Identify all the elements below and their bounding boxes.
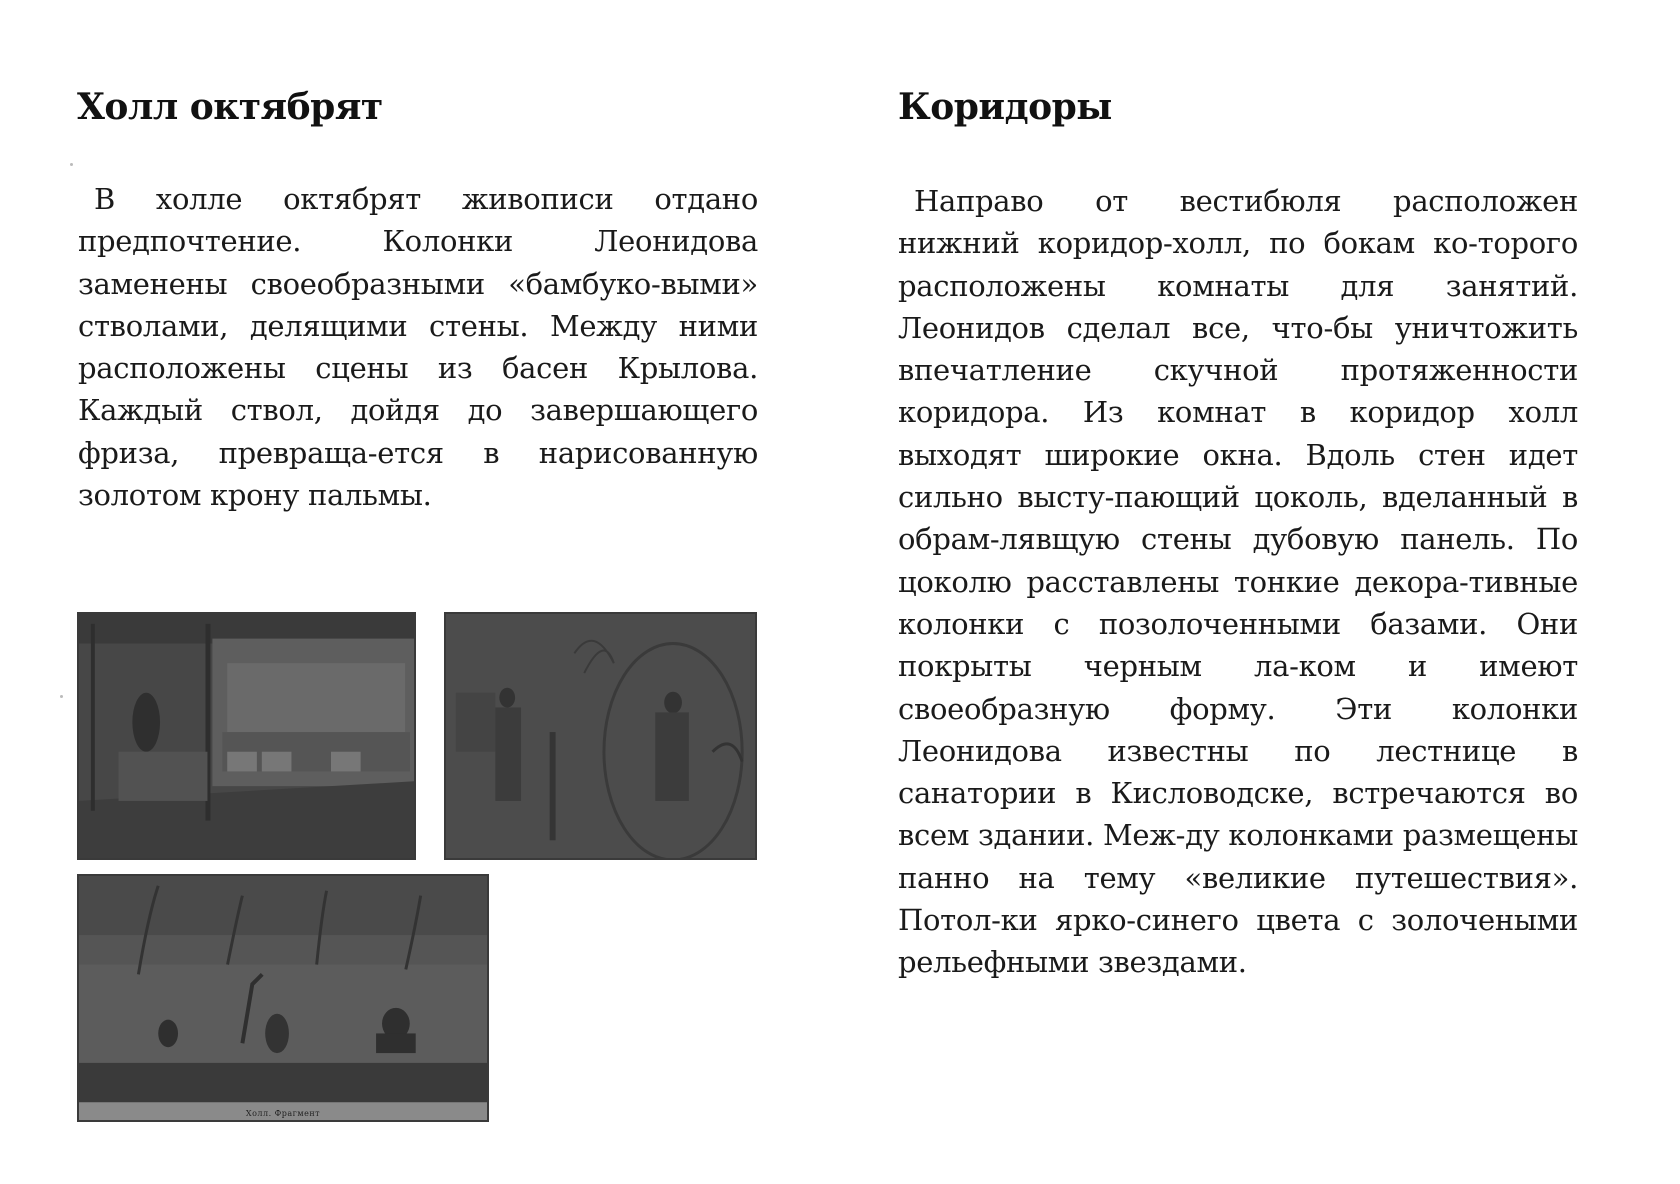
photo-fable-scenes [444, 612, 757, 860]
right-page-heading: Коридоры [898, 86, 1112, 128]
photo-hall-interior-image [79, 614, 414, 858]
photo-hall-fragment [77, 874, 489, 1122]
photo-fable-scenes-image [446, 614, 755, 858]
right-page-paragraph: Направо от вестибюля расположен нижний коридор-холл, по бокам ко-торого расположены комнаты для занятий. Леонидов сделал все, что-бы уничтожить впечатление скучной протяженности коридора. Из комнат в коридор холл выходят широкие окна. Вдоль стен идет сильно высту-пающий цоколь, вделанный в обрам-лявщую стены дубовую панель. По цоколю расставлены тонкие декора-тивные колонки с позолоченными базами. Они покрыты черным ла-ком и имеют своеобразную форму. Эти колонки Леонидова известны по лестнице в санатории в Кисловодске, встречаются во всем здании. Меж-ду колонками размещены панно на тему «великие путешествия». Потол-ки ярко-синего цвета с золочеными рельефными звездами. [898, 184, 1578, 980]
left-page-paragraph: В холле октябрят живописи отдано предпочтение. Колонки Леонидова заменены своеобразными «бамбуко-выми» стволами, делящими стены. Между ними расположены сцены из басен Крылова. Каждый ствол, дойдя до завершающего фриза, превраща-ется в нарисованную золотом крону пальмы. [78, 182, 758, 513]
photo-hall-interior [77, 612, 416, 860]
left-page-heading: Холл октябрят [77, 86, 383, 128]
right-page [840, 0, 1680, 1184]
photo-hall-fragment-image [79, 876, 487, 1120]
scan-speck [70, 163, 73, 166]
scan-speck [60, 695, 63, 698]
photo-caption: Холл. Фрагмент [245, 1109, 321, 1118]
